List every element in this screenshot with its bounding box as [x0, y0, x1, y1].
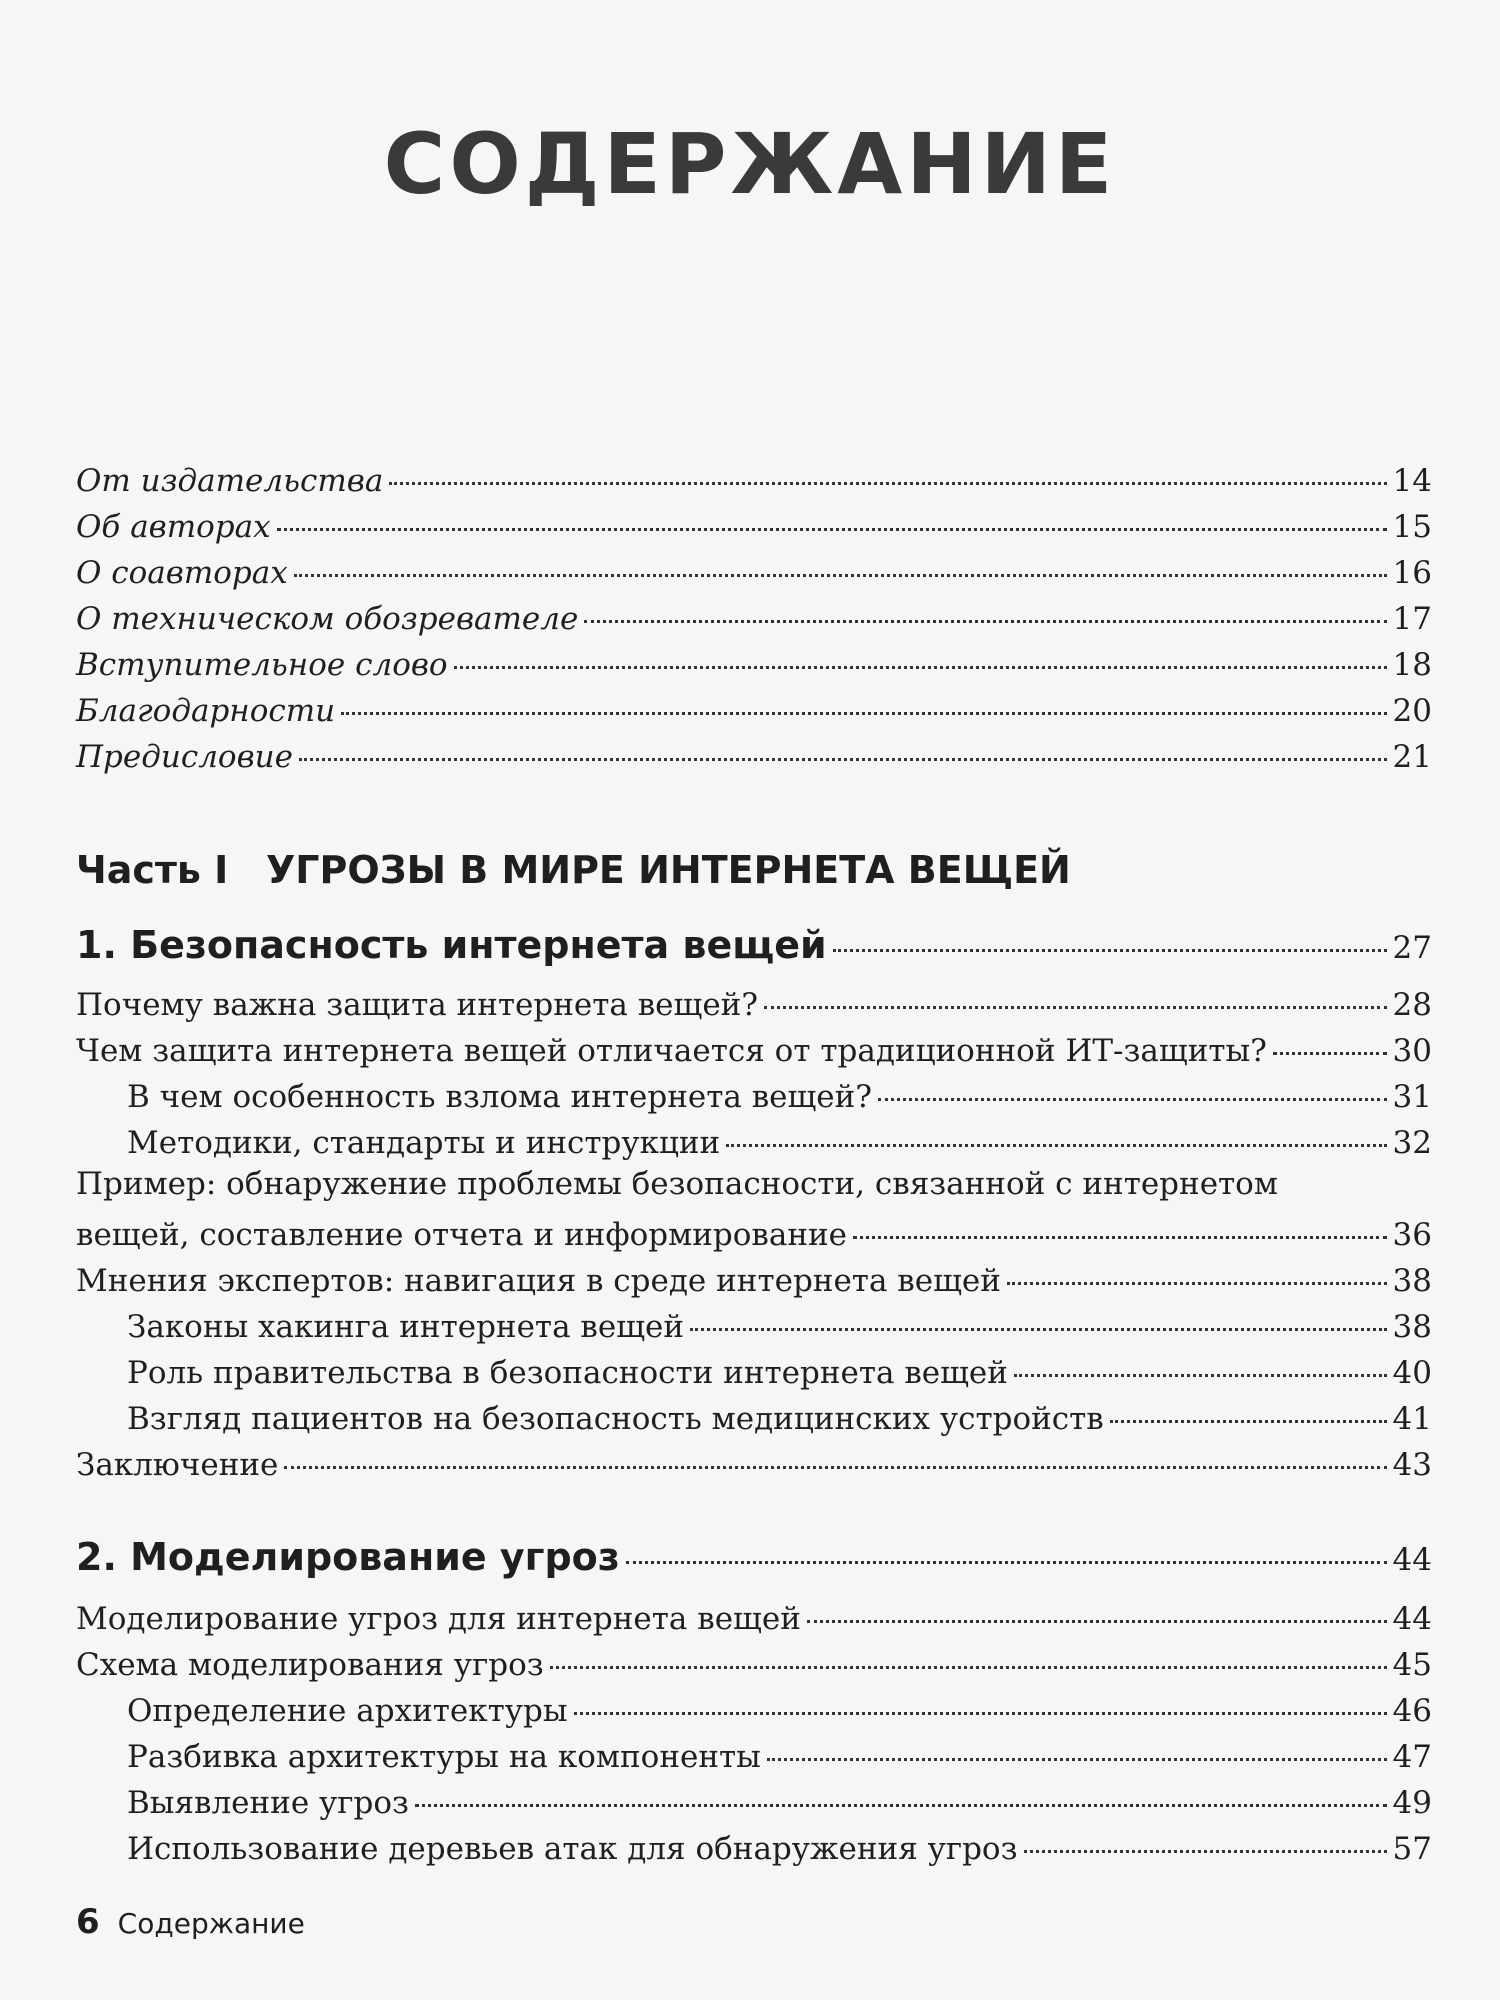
chapter-title: 1. Безопасность интернета вещей — [76, 923, 827, 967]
dot-leader — [853, 1236, 1387, 1239]
toc-entry-page: 31 — [1392, 1079, 1432, 1115]
chapter-page: 27 — [1392, 930, 1432, 966]
toc-entry-page: 41 — [1392, 1401, 1432, 1437]
toc-entry-label: Определение архитектуры — [127, 1693, 568, 1729]
toc-entry-page: 57 — [1392, 1831, 1432, 1867]
toc-entry-label: Схема моделирования угроз — [76, 1647, 544, 1683]
toc-entry-page: 40 — [1392, 1355, 1432, 1391]
toc-entry-label: Моделирование угроз для интернета вещей — [76, 1601, 801, 1637]
toc-entry[interactable] — [76, 1263, 1432, 1299]
toc-subentry[interactable] — [127, 1309, 1432, 1345]
toc-entry-label: Об авторах — [76, 509, 271, 545]
toc-entry-label: Законы хакинга интернета вещей — [127, 1309, 685, 1345]
dot-leader — [584, 620, 1386, 623]
toc-entry-label: Вступительное слово — [76, 647, 448, 683]
toc-entry-label: Выявление угроз — [127, 1785, 409, 1821]
toc-entry[interactable] — [76, 509, 1432, 545]
toc-entry-label: О соавторах — [76, 555, 288, 591]
part-heading — [76, 848, 1071, 892]
dot-leader — [1110, 1420, 1387, 1423]
toc-entry-page: 17 — [1392, 601, 1432, 637]
toc-entry[interactable] — [76, 555, 1432, 591]
page-footer — [76, 1902, 305, 1942]
toc-entry-page: 20 — [1392, 693, 1432, 729]
toc-entry[interactable] — [76, 463, 1432, 499]
toc-entry-label: Методики, стандарты и инструкции — [127, 1125, 721, 1161]
toc-entry-page: 30 — [1392, 1033, 1432, 1069]
toc-entry-label: От издательства — [76, 463, 384, 499]
dot-leader — [454, 666, 1387, 669]
toc-entry-label: Разбивка архитектуры на компоненты — [127, 1739, 761, 1775]
dot-leader — [389, 482, 1386, 485]
toc-subentry[interactable] — [127, 1739, 1432, 1775]
dot-leader — [807, 1620, 1387, 1623]
dot-leader — [878, 1098, 1387, 1101]
toc-entry-label: Предисловие — [76, 739, 293, 775]
dot-leader — [574, 1712, 1387, 1715]
toc-subentry[interactable] — [127, 1693, 1432, 1729]
dot-leader — [833, 949, 1387, 952]
toc-entry-label: О техническом обозревателе — [76, 601, 579, 637]
toc-entry-page: 44 — [1392, 1601, 1432, 1637]
toc-entry-page: 45 — [1392, 1647, 1432, 1683]
toc-entry[interactable] — [76, 647, 1432, 683]
dot-leader — [764, 1006, 1387, 1009]
toc-entry-page: 36 — [1392, 1217, 1432, 1253]
dot-leader — [415, 1804, 1387, 1807]
toc-entry[interactable] — [76, 601, 1432, 637]
chapter-heading[interactable] — [76, 1535, 1432, 1579]
toc-entry-page: 18 — [1392, 647, 1432, 683]
dot-leader — [550, 1666, 1387, 1669]
toc-entry-page: 38 — [1392, 1309, 1432, 1345]
toc-entry-page: 28 — [1392, 987, 1432, 1023]
dot-leader — [690, 1328, 1387, 1331]
toc-entry-page: 46 — [1392, 1693, 1432, 1729]
page-title: СОДЕРЖАНИЕ — [383, 115, 1117, 213]
toc-entry-label: Взгляд пациентов на безопасность медицинских устройств — [127, 1401, 1104, 1437]
toc-entry[interactable] — [76, 1647, 1432, 1683]
toc-entry-label: В чем особенность взлома интернета вещей? — [127, 1079, 872, 1115]
dot-leader — [726, 1144, 1386, 1147]
toc-entry-label: Благодарности — [76, 693, 336, 729]
dot-leader — [284, 1466, 1386, 1469]
toc-entry-label: Мнения экспертов: навигация в среде интернета вещей — [76, 1263, 1001, 1299]
toc-subentry[interactable] — [127, 1401, 1432, 1437]
dot-leader — [1273, 1052, 1387, 1055]
chapter-heading[interactable] — [76, 923, 1432, 967]
toc-subentry[interactable] — [127, 1831, 1432, 1867]
toc-entry-page: 21 — [1392, 739, 1432, 775]
dot-leader — [1024, 1850, 1387, 1853]
dot-leader — [277, 528, 1387, 531]
dot-leader — [294, 574, 1387, 577]
dot-leader — [626, 1561, 1387, 1564]
toc-entry-label: Роль правительства в безопасности интернета вещей — [127, 1355, 1008, 1391]
toc-entry-label: Чем защита интернета вещей отличается от традиционной ИТ-защиты? — [76, 1033, 1267, 1069]
chapter-page: 44 — [1392, 1542, 1432, 1578]
toc-entry-label: вещей, составление отчета и информирование — [76, 1217, 848, 1253]
toc-entry-page: 16 — [1392, 555, 1432, 591]
toc-entry-page: 43 — [1392, 1447, 1432, 1483]
toc-entry-label: Почему важна защита интернета вещей? — [76, 987, 758, 1023]
dot-leader — [299, 758, 1387, 761]
dot-leader — [341, 712, 1386, 715]
dot-leader — [767, 1758, 1387, 1761]
toc-entry[interactable] — [76, 1033, 1432, 1069]
toc-entry-page: 32 — [1392, 1125, 1432, 1161]
toc-entry-page: 47 — [1392, 1739, 1432, 1775]
toc-entry[interactable] — [76, 1601, 1432, 1637]
dot-leader — [1014, 1374, 1387, 1377]
toc-entry[interactable] — [76, 739, 1432, 775]
footer-page-number: 6 — [76, 1902, 100, 1942]
chapter-title: 2. Моделирование угроз — [76, 1535, 620, 1579]
toc-entry[interactable] — [76, 1217, 1432, 1253]
toc-entry-line1[interactable]: Пример: обнаружение проблемы безопасности, связанной с интернетом — [76, 1166, 1278, 1202]
toc-subentry[interactable] — [127, 1785, 1432, 1821]
toc-subentry[interactable] — [127, 1079, 1432, 1115]
part-label: Часть I — [76, 848, 229, 892]
toc-entry-page: 14 — [1392, 463, 1432, 499]
toc-subentry[interactable] — [127, 1125, 1432, 1161]
toc-subentry[interactable] — [127, 1355, 1432, 1391]
toc-entry-label: Использование деревьев атак для обнаружения угроз — [127, 1831, 1018, 1867]
footer-section: Содержание — [117, 1907, 305, 1940]
part-title: УГРОЗЫ В МИРЕ ИНТЕРНЕТА ВЕЩЕЙ — [266, 848, 1071, 892]
toc-entry[interactable] — [76, 1447, 1432, 1483]
dot-leader — [1007, 1282, 1387, 1285]
toc-entry-label: Заключение — [76, 1447, 279, 1483]
toc-entry[interactable] — [76, 987, 1432, 1023]
toc-entry-page: 49 — [1392, 1785, 1432, 1821]
toc-entry[interactable] — [76, 693, 1432, 729]
toc-entry-page: 38 — [1392, 1263, 1432, 1299]
toc-entry-page: 15 — [1392, 509, 1432, 545]
